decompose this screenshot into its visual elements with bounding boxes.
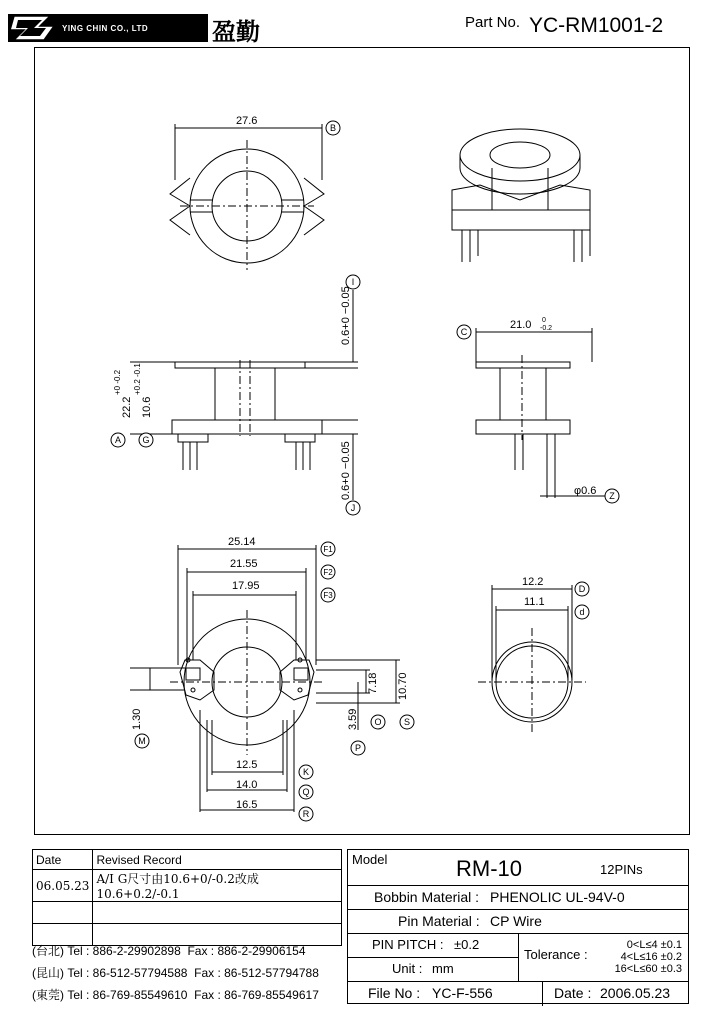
side-view-left	[130, 290, 358, 500]
label-O: O	[374, 717, 382, 727]
dim-a: 22.2	[121, 396, 133, 418]
dim-o: 7.18	[367, 672, 379, 694]
file-value: YC-F-556	[432, 985, 493, 1001]
label-R: R	[302, 809, 310, 819]
file-label: File No :	[368, 985, 421, 1001]
label-F2: F2	[323, 568, 333, 577]
pitch-label: PIN PITCH :	[372, 937, 444, 952]
bobbin-value: PHENOLIC UL-94V-0	[490, 889, 625, 905]
dim-m: 1.30	[131, 708, 143, 730]
dim-side-width-tol-dn: -0.2	[540, 325, 553, 332]
label-Z: Z	[609, 491, 615, 501]
tolerance-row-3: 16<L≤60 ±0.3	[614, 963, 682, 975]
dim-q: 14.0	[236, 779, 258, 791]
label-D: D	[578, 584, 586, 594]
label-K: K	[302, 767, 310, 777]
model-value: RM-10	[456, 856, 523, 881]
label-Q: Q	[302, 787, 310, 797]
info-block	[347, 849, 689, 1004]
tolerance-row-2: 4<L≤16 ±0.2	[620, 951, 682, 963]
dim-a-tol: +0 -0.2	[113, 369, 122, 395]
label-F1: F1	[323, 545, 333, 554]
dim-f3: 17.95	[232, 580, 260, 592]
date-label: Date :	[554, 985, 592, 1001]
dim-r: 16.5	[236, 799, 258, 811]
isometric-view	[452, 129, 590, 262]
bobbin-label: Bobbin Material :	[374, 889, 480, 905]
tolerance-label: Tolerance :	[524, 947, 588, 962]
company-name-cn: 盈勤	[212, 17, 260, 46]
part-number: YC-RM1001-2	[529, 14, 664, 37]
unit-label: Unit :	[392, 961, 423, 976]
side-view-right	[476, 328, 605, 498]
pins-value: 12PINs	[600, 862, 643, 877]
company-name: YING CHIN CO., LTD	[62, 24, 149, 33]
contact-taipei: (台北) Tel : 886-2-29902898 Fax : 886-2-29906154	[32, 944, 306, 958]
top-view	[170, 124, 324, 270]
date-value: 2006.05.23	[600, 985, 671, 1001]
dim-f1: 25.14	[228, 536, 256, 548]
label-C: C	[460, 327, 468, 337]
col-revised: Revised Record	[93, 850, 342, 870]
dim-p: 3.59	[347, 708, 359, 730]
dim-g: 10.6	[141, 396, 153, 418]
dim-side-width: 21.0	[510, 319, 532, 331]
label-I: I	[351, 277, 355, 287]
revision-table	[32, 849, 342, 946]
model-label: Model	[352, 852, 388, 867]
label-P: P	[354, 743, 362, 753]
dim-s: 10.70	[397, 672, 409, 700]
dim-f2: 21.55	[230, 558, 258, 570]
pin-label: Pin Material :	[398, 913, 480, 929]
dim-d-outer: 12.2	[522, 576, 544, 588]
label-B: B	[329, 123, 337, 133]
dim-side-width-tol-up: 0	[542, 317, 546, 324]
col-date: Date	[33, 850, 93, 870]
contact-dongguan: (東莞) Tel : 86-769-85549610 Fax : 86-769-85549617	[32, 988, 319, 1002]
rev-row-date: 06.05.23	[33, 870, 93, 902]
label-F3: F3	[323, 591, 333, 600]
dim-g-tol: +0.2 -0.1	[133, 363, 142, 395]
label-M: M	[138, 736, 146, 746]
rev-row-text: A/I G尺寸由10.6+0/-0.2改成10.6+0.2/-0.1	[93, 870, 342, 902]
label-G: G	[142, 435, 150, 445]
label-A: A	[114, 435, 122, 445]
contact-kunshan: (昆山) Tel : 86-512-57794588 Fax : 86-512-57794788	[32, 966, 319, 980]
pin-value: CP Wire	[490, 913, 542, 929]
dim-pin-dia: φ0.6	[574, 485, 597, 497]
label-d: d	[579, 607, 585, 617]
label-S: S	[403, 717, 411, 727]
bottom-view-left	[130, 545, 400, 812]
dim-i: 0.6+0 −0.05	[340, 286, 352, 345]
part-no-label: Part No.	[465, 14, 521, 31]
pitch-value: ±0.2	[454, 937, 480, 952]
unit-value: mm	[432, 961, 454, 976]
dim-k: 12.5	[236, 759, 258, 771]
tolerance-row-1: 0<L≤4 ±0.1	[626, 939, 682, 951]
contacts	[32, 940, 344, 1006]
label-J: J	[350, 503, 356, 513]
dim-top-width: 27.6	[236, 115, 258, 127]
dim-j: 0.6+0 −0.05	[340, 441, 352, 500]
dim-d-inner: 11.1	[524, 596, 545, 608]
